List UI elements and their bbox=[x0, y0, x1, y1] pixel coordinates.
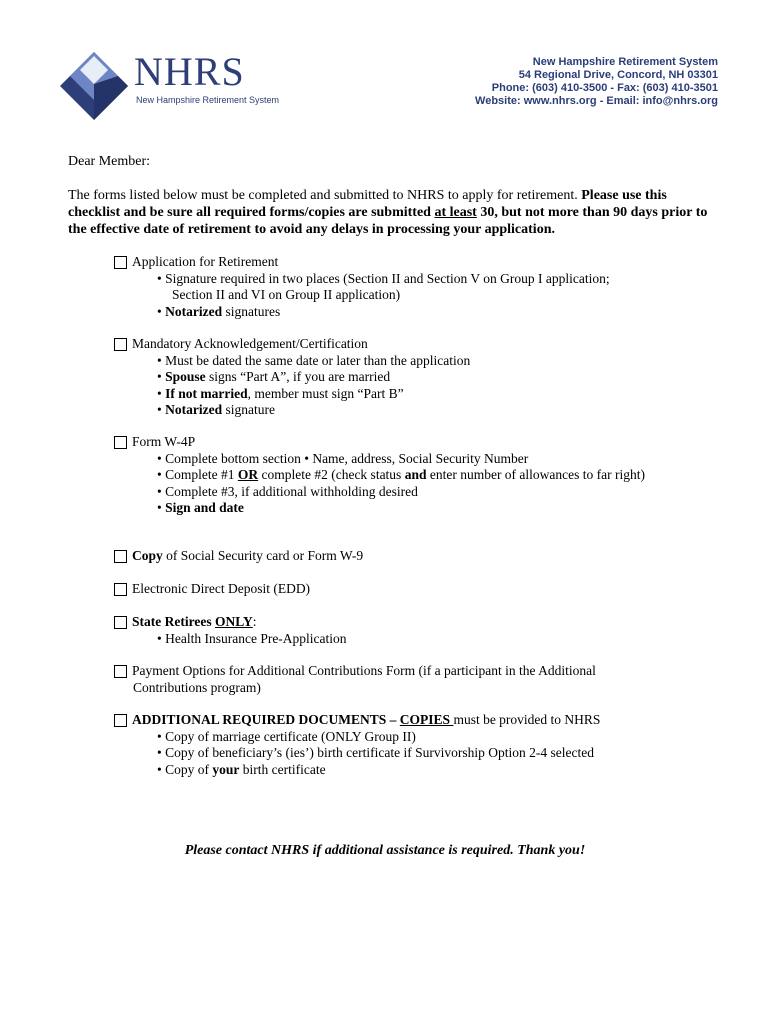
greeting: Dear Member: bbox=[68, 154, 151, 169]
checkbox-additional-docs[interactable] bbox=[114, 714, 127, 727]
checklist-item-copy-ss bbox=[114, 548, 363, 565]
checkbox-edd[interactable] bbox=[114, 583, 127, 596]
checklist-item-additional-docs bbox=[114, 712, 600, 778]
checklist-item-payment-options bbox=[114, 663, 596, 696]
phone-fax: Phone: (603) 410-3500 - Fax: (603) 410-3501 bbox=[491, 82, 718, 94]
checklist-item-application bbox=[114, 254, 610, 320]
list-item: • Notarized signatures bbox=[157, 303, 281, 319]
logo-subtitle: New Hampshire Retirement System bbox=[136, 95, 280, 105]
item-title-rest: must be provided to NHRS bbox=[453, 712, 601, 727]
list-item: • Notarized signature bbox=[157, 402, 275, 417]
intro-bold-1: Please use this checklist and be sure all required forms/copies are submitted bbox=[68, 188, 667, 220]
item-title: Mandatory Acknowledgement/Certification bbox=[132, 336, 368, 351]
list-item: • Copy of beneficiary’s (ies’) birth certificate if Survivorship Option 2-4 selected bbox=[157, 745, 594, 760]
checklist-item-w4p bbox=[114, 434, 645, 517]
address-block bbox=[475, 56, 718, 108]
intro-bold-2: 30, but not more than 90 days prior to the effective date of retirement to avoid any delays in processing your application. bbox=[68, 205, 708, 237]
logo-wordmark: NHRS bbox=[134, 49, 245, 94]
checkbox-payment-options[interactable] bbox=[114, 665, 127, 678]
item-title-underline: ONLY bbox=[214, 614, 253, 629]
closing-note: Please contact NHRS if additional assistance is required. Thank you! bbox=[184, 843, 586, 858]
mountain-diamond-icon bbox=[58, 50, 130, 122]
nhrs-logo bbox=[58, 50, 278, 122]
intro-paragraph bbox=[68, 187, 718, 238]
item-title-underline: COPIES bbox=[399, 712, 454, 727]
list-item: • Complete #1 OR complete #2 (check status and enter number of allowances to far right) bbox=[157, 467, 646, 482]
intro-underline: at least bbox=[434, 205, 477, 220]
item-title-rest: : bbox=[252, 614, 257, 629]
intro-plain: The forms listed below must be completed and submitted to NHRS to apply for retirement. bbox=[68, 188, 582, 203]
checkbox-application[interactable] bbox=[114, 256, 127, 269]
item-title-continued: Contributions program) bbox=[133, 679, 261, 695]
list-item: • Signature required in two places (Section II and Section V on Group I application; bbox=[157, 270, 610, 286]
list-item: • Spouse signs “Part A”, if you are married bbox=[157, 369, 391, 384]
item-title-bold: Copy bbox=[132, 548, 163, 563]
list-item: • Complete bottom section • Name, address, Social Security Number bbox=[157, 450, 529, 466]
list-item: • If not married, member must sign “Part B” bbox=[157, 385, 404, 401]
item-title: Electronic Direct Deposit (EDD) bbox=[132, 581, 311, 596]
checklist-item-mandatory bbox=[114, 336, 470, 419]
list-item: • Sign and date bbox=[157, 500, 244, 515]
checklist-item-state-retirees bbox=[114, 614, 347, 647]
checkbox-w4p[interactable] bbox=[114, 436, 127, 449]
list-item: • Complete #3, if additional withholding desired bbox=[157, 483, 418, 499]
list-item: • Copy of your birth certificate bbox=[157, 761, 326, 777]
checkbox-copy-ss[interactable] bbox=[114, 550, 127, 563]
website-email: Website: www.nhrs.org - Email: info@nhrs.org bbox=[475, 95, 718, 107]
item-title: Form W-4P bbox=[132, 434, 196, 449]
org-name: New Hampshire Retirement System bbox=[532, 56, 718, 68]
street-address: 54 Regional Drive, Concord, NH 03301 bbox=[518, 69, 718, 81]
list-item: • Copy of marriage certificate (ONLY Group II) bbox=[157, 728, 416, 744]
item-title: of Social Security card or Form W-9 bbox=[162, 548, 364, 563]
item-title: Payment Options for Additional Contributions Form (if a participant in the Additional bbox=[132, 663, 596, 678]
item-title-bold: State Retirees bbox=[132, 614, 215, 629]
list-item: • Health Insurance Pre-Application bbox=[157, 630, 347, 646]
checkbox-mandatory[interactable] bbox=[114, 338, 127, 351]
item-title: Application for Retirement bbox=[132, 254, 279, 269]
item-title-bold: ADDITIONAL REQUIRED DOCUMENTS – bbox=[132, 712, 400, 727]
list-item: • Must be dated the same date or later than the application bbox=[157, 352, 471, 368]
checklist-item-edd bbox=[114, 581, 310, 598]
checkbox-state-retirees[interactable] bbox=[114, 616, 127, 629]
list-item-continued: Section II and VI on Group II application) bbox=[172, 287, 401, 302]
